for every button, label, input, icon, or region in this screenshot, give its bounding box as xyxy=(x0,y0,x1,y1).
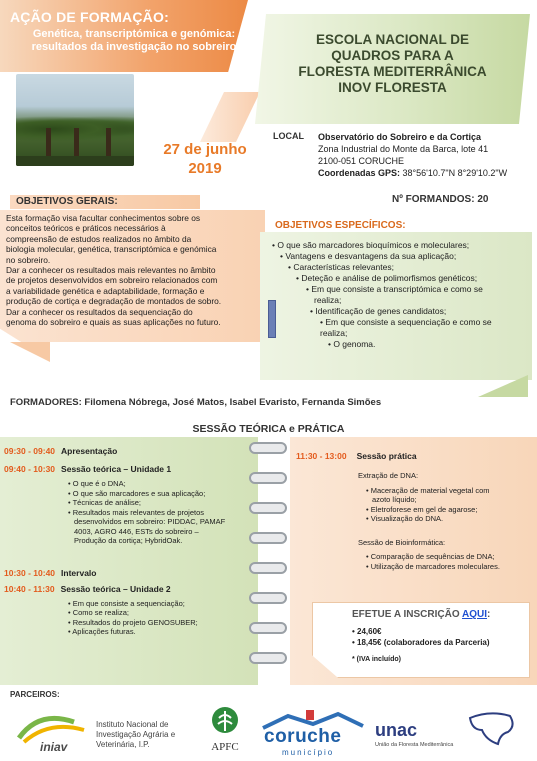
registration-link[interactable]: AQUI xyxy=(462,609,488,620)
decorative-triangle xyxy=(10,342,50,362)
portugal-map-icon xyxy=(460,710,520,750)
location-label: LOCAL xyxy=(273,131,304,141)
trainers-line: FORMADORES: Filomena Nóbrega, José Matos, Isabel Evaristo, Fernanda Simões xyxy=(10,397,382,408)
event-subtitle: Genética, transcriptómica e genómica: resultados da investigação no sobreiro xyxy=(31,28,237,53)
specific-objectives-title: OBJETIVOS ESPECÍFICOS: xyxy=(275,220,406,231)
iniav-logo-icon: iniav xyxy=(14,710,94,756)
trainees-count: Nº FORMANDOS: 20 xyxy=(392,194,489,205)
partners-label: PARCEIROS: xyxy=(10,690,60,699)
practical-session-content: 11:30 - 13:00 Sessão prática Extração de DNA: • Maceração de material vegetal com azoto líquido; • Eletroforese em gel de agarose; • Visualização do DNA. Sessão de Bioinformática: • Comparação de sequências de DNA; • Utilização de marcadores moleculares. xyxy=(296,451,500,571)
event-date: 27 de junho 2019 xyxy=(163,141,247,177)
session-title: SESSÃO TEÓRICA e PRÁTICA xyxy=(192,423,345,435)
iniav-name: Instituto Nacional de Investigação Agrária e Veterinária, I.P. xyxy=(96,720,176,749)
registration-prices: • 24,60€ • 18,45€ (colaboradores da Parceria) * (IVA incluído) xyxy=(352,627,490,663)
time-slot: 10:30 - 10:40 xyxy=(4,567,56,578)
unac-logo: unac xyxy=(375,720,418,740)
partner-logos xyxy=(0,700,537,760)
registration-title: EFETUE A INSCRIÇÃO AQUI: xyxy=(352,609,491,620)
schedule-left-content xyxy=(4,446,249,637)
unac-subtitle: União da Floresta Mediterrânica xyxy=(375,742,454,748)
specific-objectives-list: • O que são marcadores bioquímicos e moleculares; • Vantagens e desvantagens da sua aplicação; • Características relevantes; • Deteção e análise de polimorfismos genéticos; • Em que consiste a transcriptómica e como se realiza; • Identificação de genes candidatos; • Em que consiste a sequenciação e como se realiza; • O genoma. xyxy=(272,240,492,349)
cork-oak-photo xyxy=(16,74,134,166)
general-objectives-text: Esta formação visa facultar conhecimentos sobre os conceitos teóricos e práticos necessários à compreensão de estudos realizados no âmbito da biologia molecular, genética, transcriptómica e genómica no sobreiro. Dar a conhecer os resultados mais relevantes no âmbito de projetos desenvolvidos em sobreiro relacionados com a variabilidade genética e adaptabilidade, formação e produção de cortiça e degradação de montados de sobro. Dar a conhecer os resultados da sequenciação do genoma do sobreiro e quais as suas aplicações no futuro. xyxy=(6,213,222,328)
time-slot: 09:40 - 10:30 xyxy=(4,464,56,474)
slot-title: Intervalo xyxy=(61,567,97,578)
time-slot: 10:40 - 11:30 xyxy=(4,583,55,594)
slot-bullets: • O que é o DNA; • O que são marcadores e sua aplicação; • Técnicas de análise; • Resultados mais relevantes de projetos desenvolvidos em sobreiro: PIDDAC, PAMAF 4003, AGRO 446, ESTs do sobreiro – Produção da cortiça; HybridOak. xyxy=(68,479,226,545)
decorative-band xyxy=(200,92,260,142)
time-slot: 11:30 - 13:00 xyxy=(296,451,347,461)
event-type-title: AÇÃO DE FORMAÇÃO: xyxy=(10,9,169,25)
slot-title: Sessão teórica – Unidade 1 xyxy=(61,464,172,474)
location-details: Observatório do Sobreiro e da Cortiça Zona Industrial do Monte da Barca, lote 41 2100-051 CORUCHE Coordenadas GPS: 38°56'10.7"N 8°29'10.2"W xyxy=(318,132,508,178)
slot-title: Sessão teórica – Unidade 2 xyxy=(60,583,171,594)
slot-bullets: • Em que consiste a sequenciação; • Como se realiza; • Resultados do projeto GENOSUBER; • Aplicações futuras. xyxy=(68,598,198,636)
coruche-logo-icon: coruche município xyxy=(258,710,368,756)
apfc-logo-icon: APFC xyxy=(205,706,245,756)
notebook-spiral xyxy=(249,442,289,682)
slot-title: Apresentação xyxy=(61,446,118,456)
school-name: ESCOLA NACIONAL DE QUADROS PARA A FLORESTA MEDITERRÂNICA INOV FLORESTA xyxy=(298,32,487,95)
time-slot: 09:30 - 09:40 xyxy=(4,446,56,456)
slot-title: Sessão prática xyxy=(356,451,417,461)
general-objectives-title: OBJETIVOS GERAIS: xyxy=(10,195,200,209)
